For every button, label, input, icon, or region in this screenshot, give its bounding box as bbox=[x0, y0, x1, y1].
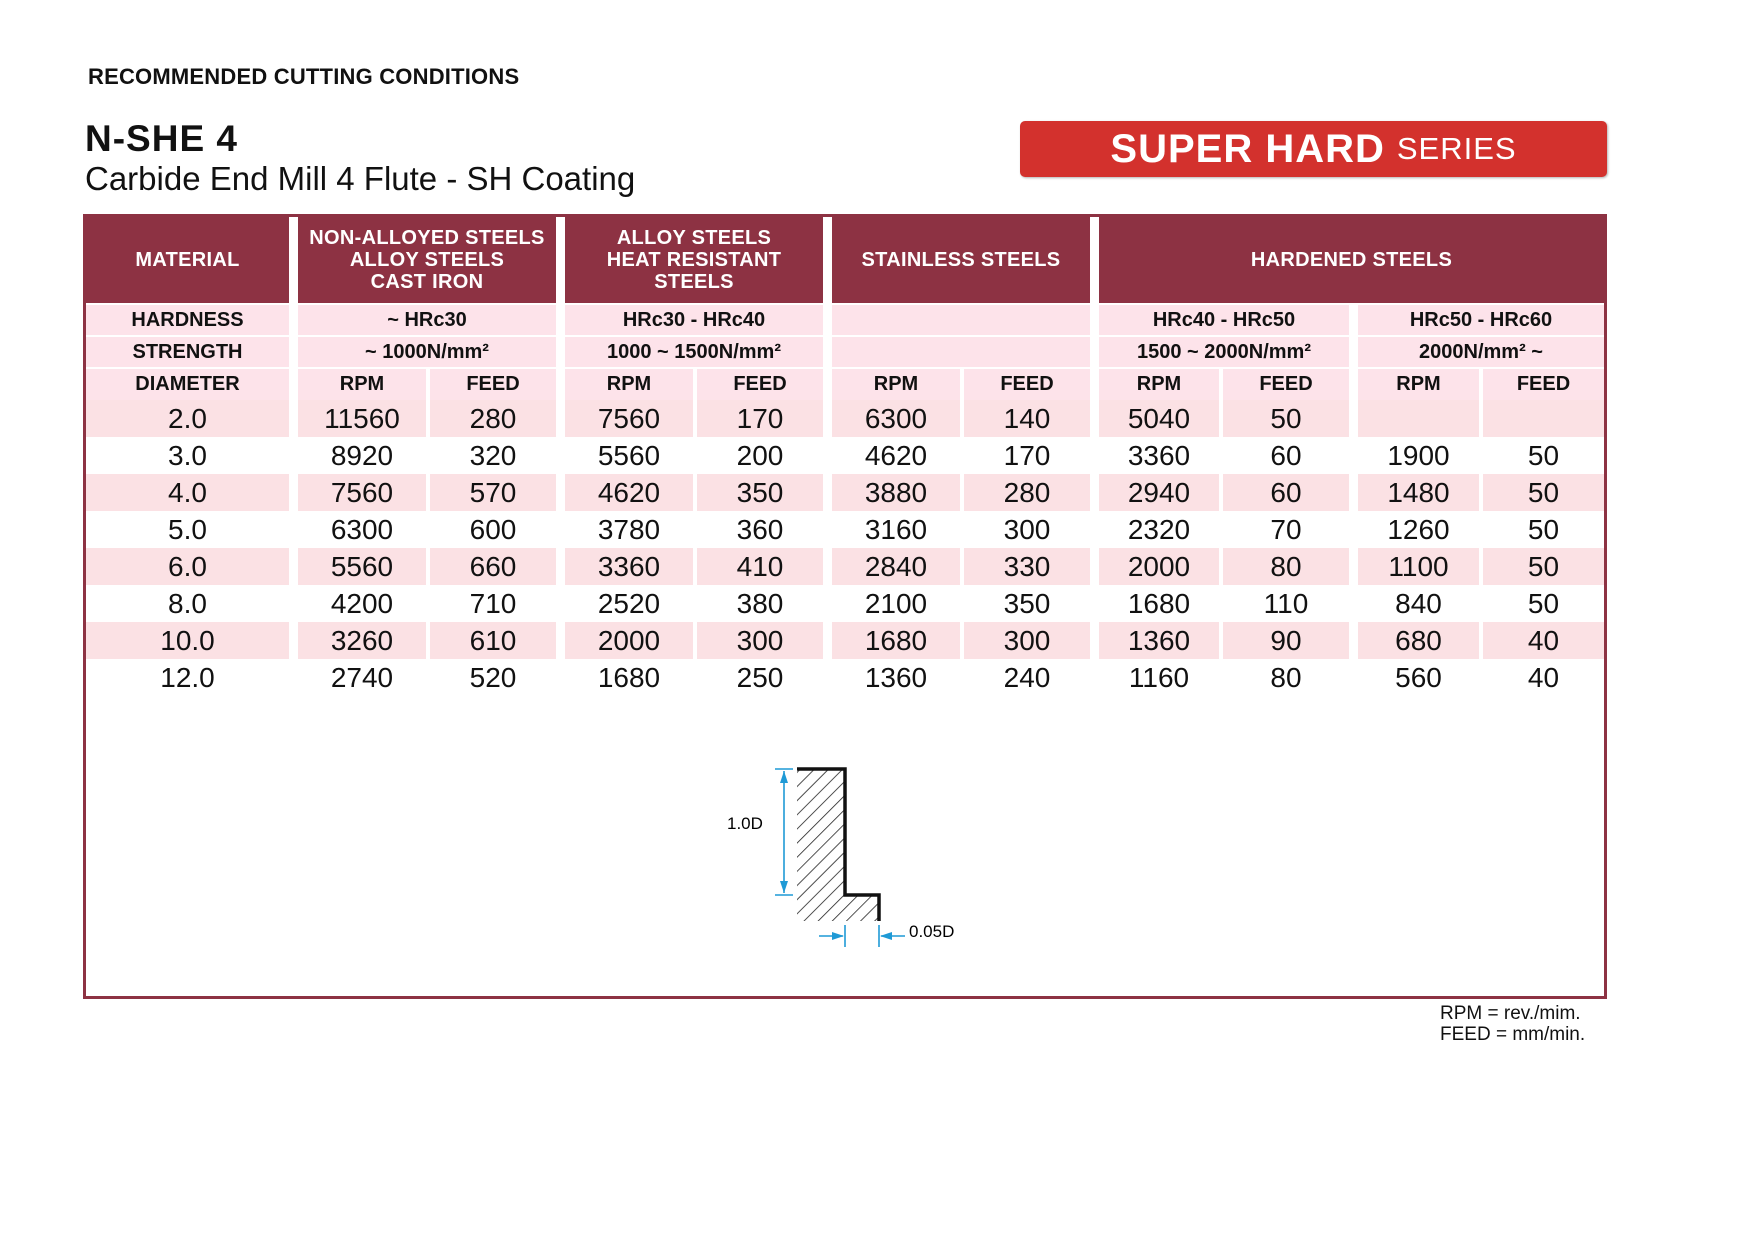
feed-cell: 660 bbox=[426, 548, 556, 585]
rpm-header: RPM bbox=[289, 367, 426, 400]
feed-cell: 520 bbox=[426, 659, 556, 696]
table-row bbox=[86, 622, 1604, 659]
feed-cell: 70 bbox=[1219, 511, 1349, 548]
feed-cell: 50 bbox=[1479, 437, 1604, 474]
rpm-cell: 1360 bbox=[823, 659, 960, 696]
rpm-cell: 3160 bbox=[823, 511, 960, 548]
rpm-cell: 3260 bbox=[289, 622, 426, 659]
feed-cell: 280 bbox=[960, 474, 1090, 511]
feed-cell: 50 bbox=[1479, 474, 1604, 511]
feed-cell: 80 bbox=[1219, 548, 1349, 585]
rpm-cell: 2320 bbox=[1090, 511, 1219, 548]
page-subtitle: Carbide End Mill 4 Flute - SH Coating bbox=[85, 160, 636, 197]
diameter-cell: 5.0 bbox=[168, 513, 207, 545]
feed-cell: 50 bbox=[1219, 400, 1349, 437]
rpm-header: RPM bbox=[1090, 367, 1219, 400]
width-label: 0.05D bbox=[909, 922, 955, 941]
rpm-cell: 2520 bbox=[556, 585, 693, 622]
diameter-cell: 12.0 bbox=[160, 661, 215, 693]
workpiece-section bbox=[797, 769, 879, 921]
feed-cell: 610 bbox=[426, 622, 556, 659]
feed-cell: 330 bbox=[960, 548, 1090, 585]
rpm-note: RPM = rev./mim. bbox=[1440, 1003, 1581, 1024]
feed-cell: 90 bbox=[1219, 622, 1349, 659]
diameter-cell: 10.0 bbox=[86, 622, 289, 659]
header-row bbox=[86, 217, 1604, 303]
feed-cell: 50 bbox=[1479, 511, 1604, 548]
rpm-cell: 2940 bbox=[1090, 474, 1219, 511]
table-row bbox=[86, 437, 1604, 474]
table-row bbox=[86, 548, 1604, 585]
feed-cell: 40 bbox=[1479, 659, 1604, 696]
rpm-cell: 3880 bbox=[823, 474, 960, 511]
rpm-cell: 5560 bbox=[289, 548, 426, 585]
rpm-header: RPM bbox=[556, 367, 693, 400]
rpm-cell: 2000 bbox=[1090, 548, 1219, 585]
depth-arrow-bottom bbox=[780, 881, 788, 893]
group-header-non-alloyed: NON-ALLOYED STEELS ALLOY STEELS CAST IRON bbox=[289, 217, 556, 303]
rpm-cell: 680 bbox=[1349, 622, 1479, 659]
feed-header: FEED bbox=[960, 367, 1090, 400]
strength-value: 1500 ~ 2000N/mm² bbox=[1090, 335, 1349, 367]
rpm-cell: 840 bbox=[1349, 585, 1479, 622]
feed-cell: 350 bbox=[960, 585, 1090, 622]
feed-cell: 600 bbox=[426, 511, 556, 548]
rpm-cell: 1680 bbox=[1090, 585, 1219, 622]
rpm-cell: 2840 bbox=[823, 548, 960, 585]
diameter-cell: 3.0 bbox=[168, 439, 207, 471]
hardness-value: ~ HRc30 bbox=[289, 303, 556, 335]
rpm-cell: 5040 bbox=[1090, 400, 1219, 437]
rpm-cell: 4200 bbox=[289, 585, 426, 622]
table-row bbox=[86, 474, 1604, 511]
rpm-cell: 1480 bbox=[1349, 474, 1479, 511]
feed-cell: 240 bbox=[960, 659, 1090, 696]
strength-label: STRENGTH bbox=[86, 335, 289, 367]
rpm-cell: 1260 bbox=[1349, 511, 1479, 548]
rpm-header: RPM bbox=[823, 367, 960, 400]
feed-cell: 80 bbox=[1219, 659, 1349, 696]
width-arrow-right bbox=[880, 932, 892, 940]
diameter-cell: 2.0 bbox=[86, 400, 289, 437]
diameter-header-row bbox=[86, 367, 1604, 400]
feed-cell bbox=[1479, 400, 1604, 437]
rpm-cell: 5560 bbox=[556, 437, 693, 474]
feed-cell: 110 bbox=[1219, 585, 1349, 622]
feed-cell: 140 bbox=[960, 400, 1090, 437]
rpm-cell: 11560 bbox=[289, 400, 426, 437]
feed-cell: 50 bbox=[1479, 585, 1604, 622]
material-header: MATERIAL bbox=[86, 217, 289, 303]
rpm-cell: 6300 bbox=[289, 511, 426, 548]
rpm-cell: 6300 bbox=[823, 400, 960, 437]
rpm-cell: 8920 bbox=[289, 437, 426, 474]
strength-value: 1000 ~ 1500N/mm² bbox=[556, 335, 823, 367]
feed-cell: 380 bbox=[693, 585, 823, 622]
feed-cell: 300 bbox=[960, 511, 1090, 548]
feed-header: FEED bbox=[693, 367, 823, 400]
units-notes bbox=[1440, 1003, 1585, 1045]
diameter-cell: 8.0 bbox=[168, 587, 207, 619]
cutting-conditions-frame bbox=[83, 214, 1607, 999]
feed-cell: 250 bbox=[693, 659, 823, 696]
rpm-cell: 3360 bbox=[556, 548, 693, 585]
rpm-cell: 2000 bbox=[556, 622, 693, 659]
rpm-cell: 1100 bbox=[1349, 548, 1479, 585]
diameter-cell: 6.0 bbox=[86, 548, 289, 585]
diameter-label: DIAMETER bbox=[86, 367, 289, 400]
feed-cell: 60 bbox=[1219, 474, 1349, 511]
feed-cell: 300 bbox=[960, 622, 1090, 659]
table-row bbox=[86, 585, 1604, 622]
width-arrow-left bbox=[832, 932, 844, 940]
strength-row bbox=[86, 335, 1604, 367]
section-caption: RECOMMENDED CUTTING CONDITIONS bbox=[88, 64, 520, 89]
series-badge bbox=[1020, 121, 1607, 177]
table-row bbox=[86, 400, 1604, 437]
cutting-conditions-table bbox=[86, 217, 1604, 696]
rpm-cell: 1680 bbox=[823, 622, 960, 659]
feed-cell: 570 bbox=[426, 474, 556, 511]
feed-cell: 60 bbox=[1219, 437, 1349, 474]
rpm-cell: 1160 bbox=[1090, 659, 1219, 696]
rpm-cell: 3780 bbox=[556, 511, 693, 548]
hardness-row bbox=[86, 303, 1604, 335]
series-badge-light: SERIES bbox=[1396, 131, 1517, 166]
feed-cell: 410 bbox=[693, 548, 823, 585]
rpm-cell: 7560 bbox=[556, 400, 693, 437]
hardness-label: HARDNESS bbox=[86, 303, 289, 335]
depth-arrow-top bbox=[780, 771, 788, 783]
rpm-cell: 1680 bbox=[556, 659, 693, 696]
rpm-cell: 7560 bbox=[289, 474, 426, 511]
rpm-cell: 4620 bbox=[823, 437, 960, 474]
hardness-value: HRc50 - HRc60 bbox=[1349, 303, 1604, 335]
feed-note: FEED = mm/min. bbox=[1440, 1024, 1586, 1045]
group-header-alloy: ALLOY STEELS HEAT RESISTANT STEELS bbox=[556, 217, 823, 303]
hardness-value bbox=[823, 303, 1090, 335]
rpm-cell: 560 bbox=[1349, 659, 1479, 696]
series-badge-strong: SUPER HARD bbox=[1110, 126, 1385, 171]
rpm-header: RPM bbox=[1349, 367, 1479, 400]
rpm-cell: 2740 bbox=[289, 659, 426, 696]
rpm-cell: 2100 bbox=[823, 585, 960, 622]
rpm-cell bbox=[1349, 400, 1479, 437]
depth-label: 1.0D bbox=[727, 814, 763, 833]
rpm-cell: 1360 bbox=[1090, 622, 1219, 659]
feed-cell: 50 bbox=[1479, 548, 1604, 585]
data-body bbox=[86, 400, 1604, 696]
table-row bbox=[86, 659, 1604, 696]
step-depth-diagram bbox=[723, 761, 993, 951]
feed-header: FEED bbox=[1479, 367, 1604, 400]
strength-value: 2000N/mm² ~ bbox=[1349, 335, 1604, 367]
group-header-stainless: STAINLESS STEELS bbox=[823, 217, 1090, 303]
diameter-cell: 4.0 bbox=[86, 474, 289, 511]
feed-cell: 300 bbox=[693, 622, 823, 659]
page-title: N-SHE 4 bbox=[85, 118, 238, 159]
hardness-value: HRc40 - HRc50 bbox=[1090, 303, 1349, 335]
hardness-value: HRc30 - HRc40 bbox=[556, 303, 823, 335]
table-row bbox=[86, 511, 1604, 548]
feed-cell: 350 bbox=[693, 474, 823, 511]
feed-cell: 170 bbox=[960, 437, 1090, 474]
feed-cell: 360 bbox=[693, 511, 823, 548]
rpm-cell: 4620 bbox=[556, 474, 693, 511]
rpm-cell: 1900 bbox=[1349, 437, 1479, 474]
feed-cell: 40 bbox=[1479, 622, 1604, 659]
feed-cell: 280 bbox=[426, 400, 556, 437]
feed-header: FEED bbox=[426, 367, 556, 400]
feed-cell: 320 bbox=[426, 437, 556, 474]
strength-value: ~ 1000N/mm² bbox=[289, 335, 556, 367]
rpm-cell: 3360 bbox=[1090, 437, 1219, 474]
feed-cell: 200 bbox=[693, 437, 823, 474]
feed-cell: 710 bbox=[426, 585, 556, 622]
group-header-hardened: HARDENED STEELS bbox=[1090, 217, 1604, 303]
feed-header: FEED bbox=[1219, 367, 1349, 400]
feed-cell: 170 bbox=[693, 400, 823, 437]
strength-value bbox=[823, 335, 1090, 367]
